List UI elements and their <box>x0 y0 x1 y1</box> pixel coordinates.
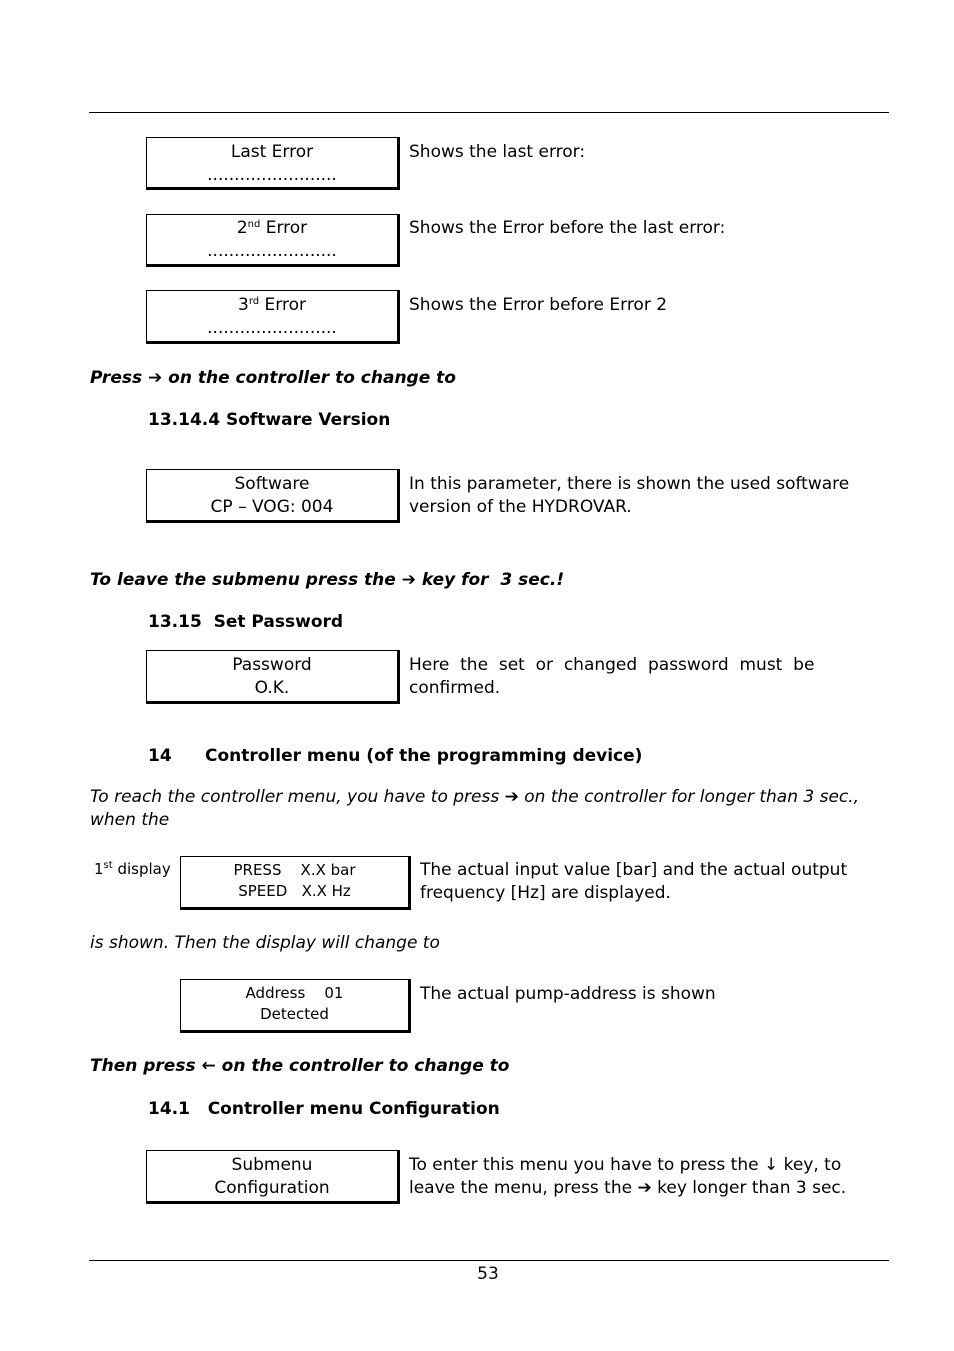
second-error-display <box>146 214 400 267</box>
footer-rule <box>89 1260 889 1261</box>
controller-config-heading: 14.1 Controller menu Configuration <box>148 1099 500 1119</box>
config-display-line2: Configuration <box>214 1178 330 1198</box>
page-number: 53 <box>477 1264 499 1284</box>
software-version-description <box>409 473 849 519</box>
instruction-press-left: Then press ← on the controller to change to <box>90 1056 510 1076</box>
press-line: PRESS X.X bar <box>233 861 356 879</box>
last-error-title: Last Error <box>230 142 314 162</box>
software-desc-line2: version of the HYDROVAR. <box>409 497 632 517</box>
software-desc-line1: In this parameter, there is shown the used software <box>409 474 850 494</box>
controller-intro-line1: To reach the controller menu, you have to press ➔ on the controller for longer than 3 sec., <box>90 787 860 807</box>
third-error-display <box>146 290 400 344</box>
password-desc-line2: confirmed. <box>409 678 501 698</box>
controller-menu-heading-number: 14 <box>148 746 172 766</box>
password-display <box>146 650 400 704</box>
third-error-value: ........................ <box>207 318 337 338</box>
press-speed-desc-line1: The actual input value [bar] and the actual output <box>420 860 848 880</box>
press-speed-desc-line2: frequency [Hz] are displayed. <box>420 883 671 903</box>
config-desc-line2: leave the menu, press the ➔ key longer than 3 sec. <box>409 1178 847 1198</box>
display-change-text: is shown. Then the display will change to <box>90 933 440 953</box>
last-error-value: ........................ <box>207 165 337 185</box>
address-description: The actual pump-address is shown <box>420 984 716 1004</box>
press-speed-display <box>180 856 411 910</box>
first-display-label: 1st display <box>94 860 171 878</box>
software-version-heading: 13.14.4 Software Version <box>148 410 391 430</box>
password-display-line2: O.K. <box>254 678 290 698</box>
controller-intro-line2: when the <box>90 810 170 830</box>
detected-line: Detected <box>260 1005 329 1023</box>
controller-menu-heading: Controller menu (of the programming device) <box>205 746 643 766</box>
third-error-title: 3rd Error <box>238 295 306 315</box>
third-error-description: Shows the Error before Error 2 <box>409 295 668 315</box>
press-speed-description <box>420 859 847 905</box>
password-desc-line1: Here the set or changed password must be <box>409 655 815 675</box>
second-error-title: 2nd Error <box>236 218 308 238</box>
config-display-line1: Submenu <box>231 1155 313 1175</box>
last-error-description: Shows the last error: <box>409 142 586 162</box>
software-display-line1: Software <box>234 474 310 494</box>
instruction-leave-submenu: To leave the submenu press the ➔ key for 3 sec.! <box>90 570 565 590</box>
last-error-display <box>146 137 400 190</box>
software-display-line2: CP – VOG: 004 <box>210 497 334 517</box>
second-error-value: ........................ <box>207 241 337 261</box>
address-line: Address 01 <box>245 984 344 1002</box>
password-description <box>409 654 859 700</box>
controller-intro <box>90 786 859 832</box>
address-display <box>180 979 411 1033</box>
instruction-press-right: Press ➔ on the controller to change to <box>90 368 456 388</box>
password-display-line1: Password <box>232 655 312 675</box>
config-desc-line1: To enter this menu you have to press the ↓ key, to <box>409 1155 842 1175</box>
config-description <box>409 1154 869 1200</box>
speed-line: SPEED X.X Hz <box>238 882 351 900</box>
set-password-heading: 13.15 Set Password <box>148 612 344 632</box>
second-error-description: Shows the Error before the last error: <box>409 218 726 238</box>
software-version-display <box>146 469 400 523</box>
header-rule <box>89 112 889 113</box>
config-display <box>146 1150 400 1204</box>
